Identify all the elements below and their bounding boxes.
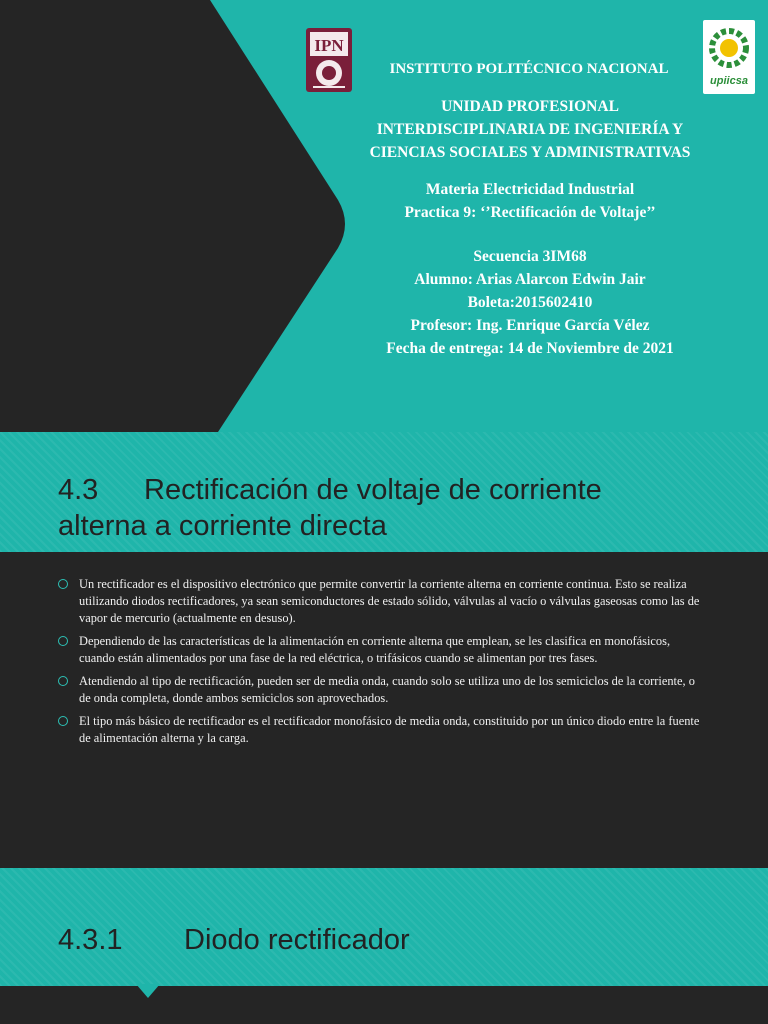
- circle-bullet-icon: [58, 716, 68, 726]
- band-notch: [136, 984, 160, 1000]
- bullet-list: [58, 576, 708, 753]
- upiicsa-logo-text: upiicsa: [710, 75, 748, 87]
- circle-bullet-icon: [58, 676, 68, 686]
- bullet-text: El tipo más básico de rectificador es el rectificador monofásico de media onda, constituido por un único diodo entre la fuente de alimentación alterna y la carga.: [79, 714, 700, 745]
- list-item: [58, 576, 708, 627]
- section-slide-4-3-1: [0, 864, 768, 1024]
- section-title: [58, 472, 748, 544]
- ipn-logo-text: IPN: [314, 36, 344, 55]
- subject: Materia Electricidad Industrial: [425, 181, 635, 198]
- practice-title: Practica 9: ‘’Rectificación de Voltaje’’: [404, 204, 656, 221]
- section-number: 4.3.1: [58, 924, 123, 956]
- due-date: Fecha de entrega: 14 de Noviembre de 2021: [386, 340, 674, 357]
- professor: Profesor: Ing. Enrique García Vélez: [410, 317, 650, 334]
- list-item: [58, 713, 708, 747]
- section-title-band: [0, 868, 768, 986]
- cover-slide: [0, 0, 768, 432]
- bullet-text: Atendiendo al tipo de rectificación, pueden ser de media onda, cuando solo se utiliza uno de los semiciclos de la corriente, o de onda completa, donde ambos semiciclos son aprovechados.: [79, 674, 695, 705]
- circle-bullet-icon: [58, 579, 68, 589]
- sequence: Secuencia 3IM68: [473, 248, 587, 265]
- section-number: 4.3: [58, 474, 99, 506]
- list-item: [58, 673, 708, 707]
- bullet-text: Un rectificador es el dispositivo electrónico que permite convertir la corriente alterna en corriente continua. Esto se realiza utilizando diodos rectificadores, ya sean semiconductores de estado sólido, válvulas al vacío o válvulas gaseosas como las de vapor de mercurio (actualmente en desuso).: [79, 577, 700, 625]
- section-title: [58, 922, 410, 958]
- section-slide-4-3: [0, 432, 768, 864]
- bullet-text: Dependiendo de las características de la alimentación en corriente alterna que emplean, se les clasifica en monofásicos, cuando están alimentados por una fase de la red eléctrica, o trifásicos cuando se alimentan por tres fases.: [79, 634, 671, 665]
- boleta: Boleta:2015602410: [467, 294, 593, 311]
- unit-line-3: CIENCIAS SOCIALES Y ADMINISTRATIVAS: [369, 144, 691, 161]
- section-title-line-1: Rectificación de voltaje de corriente: [144, 474, 602, 506]
- cover-text-block: [330, 58, 730, 360]
- institute-name: INSTITUTO POLITÉCNICO NACIONAL: [389, 61, 669, 77]
- list-item: [58, 633, 708, 667]
- section-title-band: [0, 432, 768, 552]
- section-title-text: Diodo rectificador: [184, 924, 410, 956]
- section-title-line-2: alterna a corriente directa: [58, 510, 387, 542]
- circle-bullet-icon: [58, 636, 68, 646]
- unit-line-1: UNIDAD PROFESIONAL: [441, 98, 619, 115]
- student-name: Alumno: Arias Alarcon Edwin Jair: [414, 271, 646, 288]
- unit-line-2: INTERDISCIPLINARIA DE INGENIERÍA Y: [376, 121, 684, 138]
